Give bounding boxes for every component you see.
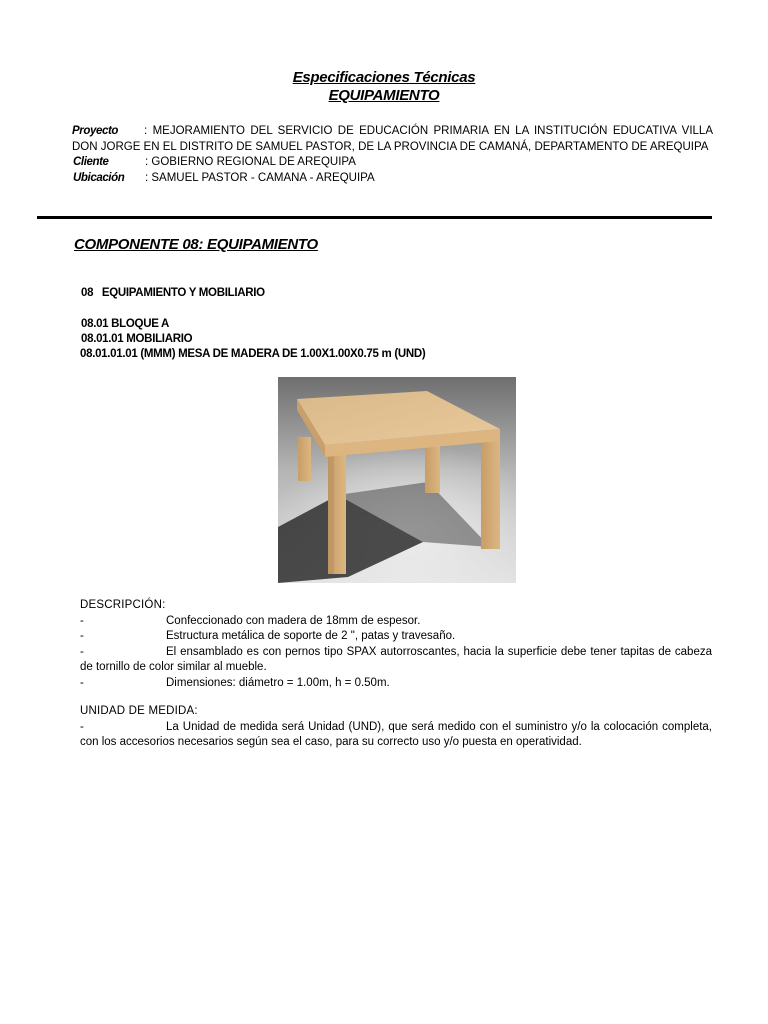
table-photo <box>278 377 516 583</box>
bullet-dash: - <box>80 676 84 689</box>
ubicacion-value: : SAMUEL PASTOR - CAMANA - AREQUIPA <box>145 171 375 184</box>
document-subtitle: EQUIPAMIENTO <box>328 87 440 104</box>
bullet-dash: - <box>80 614 84 627</box>
unidad-text: La Unidad de medida será Unidad (UND), que será medido con el suministro y/o la colocación completa, con los accesorios necesarios según sea el caso, para su correcto uso y/o puesta en operatividad. <box>80 720 712 748</box>
descripcion-item <box>80 676 712 692</box>
project-info <box>73 124 713 186</box>
descripcion-item <box>80 614 712 630</box>
section-0801-title: 08.01 BLOQUE A <box>81 318 170 330</box>
cliente-row <box>73 155 713 171</box>
bullet-dash: - <box>80 630 84 642</box>
unidad-heading: UNIDAD DE MEDIDA: <box>80 705 198 717</box>
section-0801 <box>81 317 425 362</box>
section-080101-title: 08.01.01 MOBILIARIO <box>81 333 193 345</box>
descripcion-item-text: Dimensiones: diámetro = 1.00m, h = 0.50m. <box>166 676 390 689</box>
bullet-dash: - <box>80 720 84 733</box>
ubicacion-row <box>73 171 713 187</box>
descripcion-item-text: El ensamblado es con pernos tipo SPAX autorroscantes, hacia la superficie debe tener tapitas de cabeza de tornillo de color similar al mueble. <box>80 645 712 673</box>
cliente-label: Cliente <box>73 156 109 168</box>
ubicacion-label: Ubicación <box>73 171 125 184</box>
component-title: COMPONENTE 08: EQUIPAMIENTO <box>74 236 318 253</box>
descripcion-heading: DESCRIPCIÓN: <box>80 599 166 611</box>
unidad-item <box>80 720 712 751</box>
title-block <box>0 69 768 105</box>
descripcion-item <box>80 629 712 645</box>
cliente-value: : GOBIERNO REGIONAL DE AREQUIPA <box>145 156 356 168</box>
proyecto-label: Proyecto <box>72 125 119 137</box>
section-08010101-title: 08.01.01.01 (MMM) MESA DE MADERA DE 1.00X1.00X0.75 m (UND) <box>80 348 426 360</box>
section-08 <box>81 286 265 301</box>
descripcion-item <box>80 645 712 676</box>
section-08-title: 08 EQUIPAMIENTO Y MOBILIARIO <box>81 287 265 299</box>
proyecto-row <box>72 124 713 155</box>
header-divider <box>37 216 712 219</box>
document-title: Especificaciones Técnicas <box>292 69 476 86</box>
proyecto-value: : MEJORAMIENTO DEL SERVICIO DE EDUCACIÓN PRIMARIA EN LA INSTITUCIÓN EDUCATIVA VILLA DON JORGE EN EL DISTRITO DE SAMUEL PASTOR, DE LA PROVINCIA DE CAMANÁ, DEPARTAMENTO DE AREQUIPA <box>72 125 713 153</box>
descripcion-item-text: Estructura metálica de soporte de 2 ", patas y travesaño. <box>166 630 456 642</box>
descripcion-item-text: Confeccionado con madera de 18mm de espesor. <box>166 614 421 627</box>
description-block <box>80 598 712 751</box>
bullet-dash: - <box>80 645 84 658</box>
